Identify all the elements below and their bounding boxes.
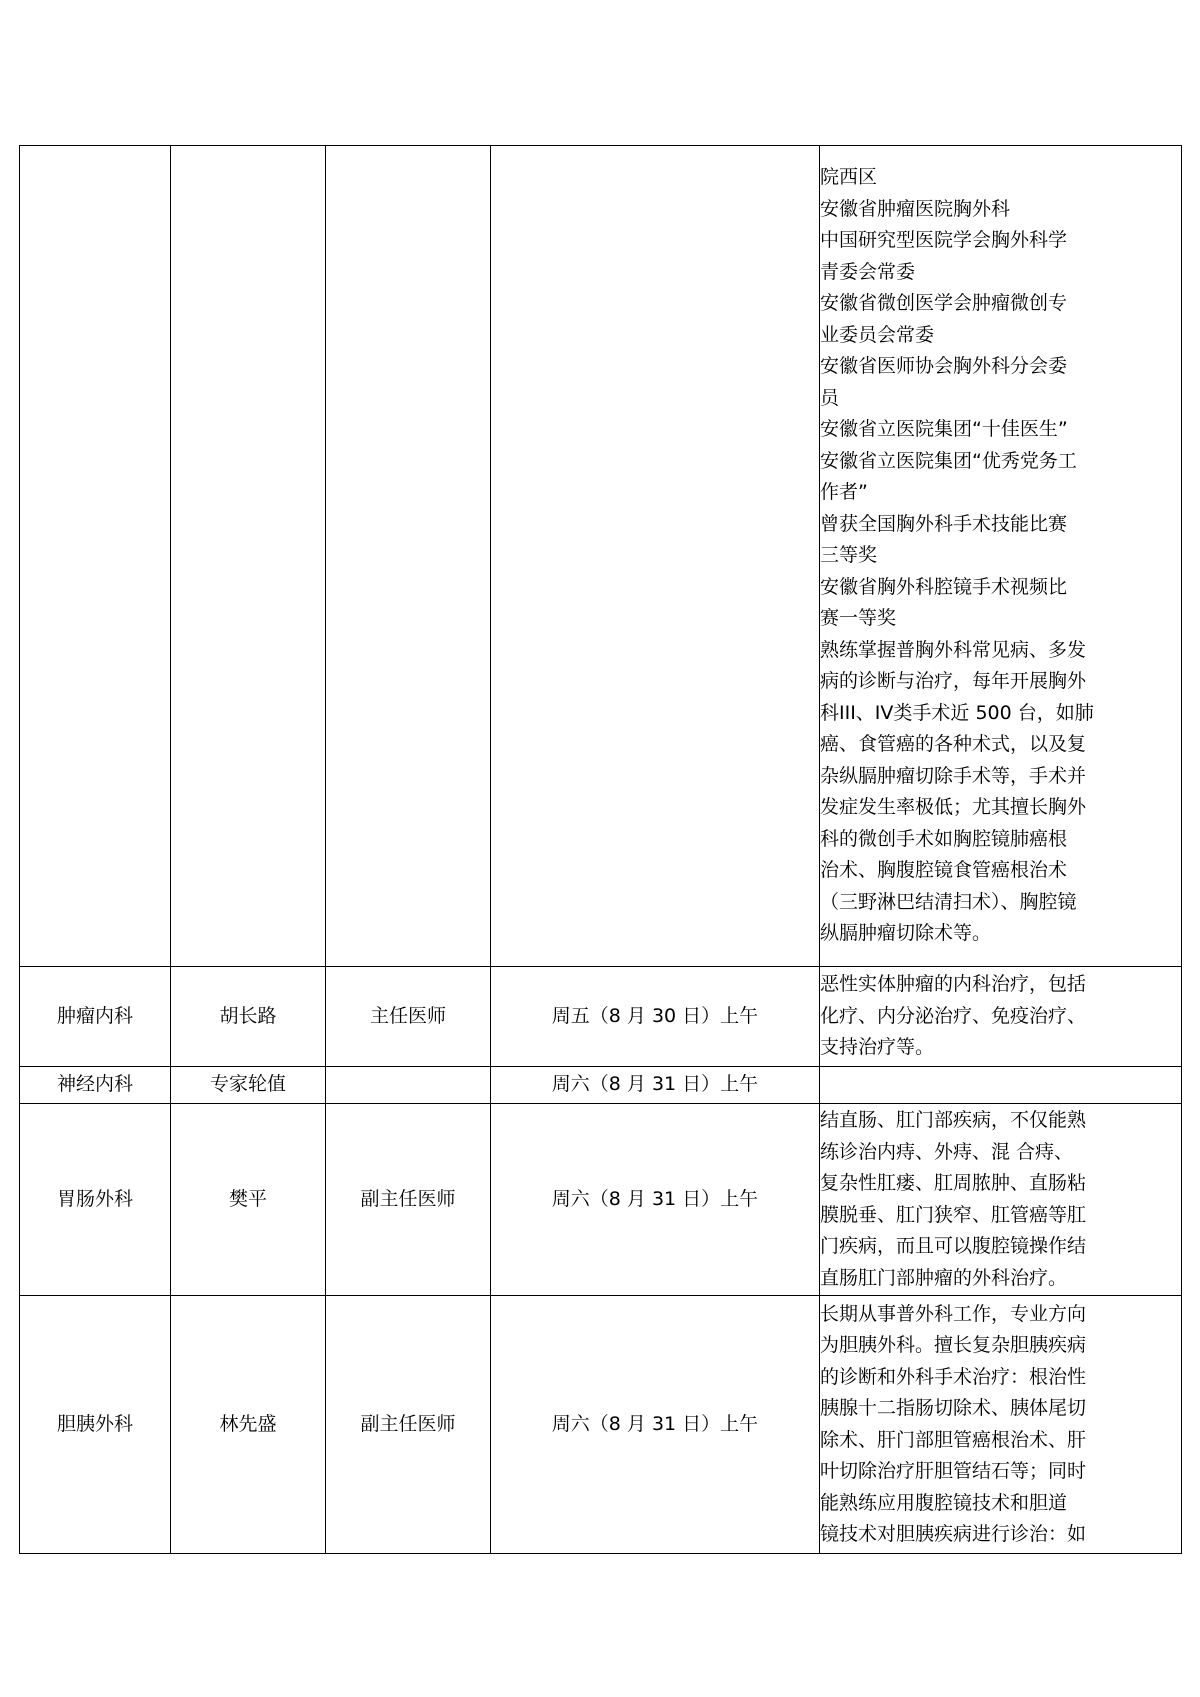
table-row [20, 1067, 1182, 1104]
specialty-line: 安徽省立医院集团“十佳医生” [820, 418, 1068, 441]
department-cell: 神经内科 [20, 1067, 171, 1104]
specialty-line: 安徽省肿瘤医院胸外科 [820, 197, 1011, 220]
specialty-line: 科III、IV类手术近 500 台，如肺 [820, 701, 1094, 724]
specialty-line: 员 [820, 386, 840, 409]
doctor-cell [171, 146, 326, 967]
title-cell: 副主任医师 [326, 1296, 491, 1554]
specialty-cell [820, 1104, 1182, 1296]
specialty-line: 赛一等奖 [820, 607, 897, 630]
department-cell [20, 146, 171, 967]
specialty-line: 熟练掌握普胸外科常见病、多发 [820, 638, 1087, 661]
specialty-line: 安徽省立医院集团“优秀党务工 [820, 449, 1077, 472]
specialty-line: 安徽省微创医学会肿瘤微创专 [820, 292, 1068, 315]
specialty-line: 结直肠、肛门部疾病，不仅能熟 [820, 1109, 1087, 1131]
specialty-line: 除术、肝门部胆管癌根治术、肝 [820, 1428, 1087, 1451]
specialty-line: 业委员会常委 [820, 323, 935, 346]
specialty-line: 杂纵膈肿瘤切除手术等，手术并 [820, 764, 1087, 787]
specialty-line: 为胆胰外科。擅长复杂胆胰疾病 [820, 1334, 1087, 1356]
department-cell: 肿瘤内科 [20, 967, 171, 1067]
title-cell: 主任医师 [326, 967, 491, 1067]
clinic-time-cell: 周五（8 月 30 日）上午 [491, 967, 820, 1067]
specialty-line: 胰腺十二指肠切除术、胰体尾切 [820, 1397, 1087, 1419]
doctor-cell: 樊平 [171, 1104, 326, 1296]
specialty-line: 纵膈肿瘤切除术等。 [820, 922, 992, 945]
doctor-cell: 专家轮值 [171, 1067, 326, 1104]
specialty-line: 院西区 [820, 166, 878, 189]
specialty-line: 练诊治内痔、外痔、混 合痔、 [820, 1140, 1074, 1163]
clinic-time-cell: 周六（8 月 31 日）上午 [491, 1296, 820, 1554]
specialty-line: 作者” [820, 481, 868, 504]
specialty-line: 科的微创手术如胸腔镜肺癌根 [820, 827, 1068, 850]
specialty-line: （三野淋巴结清扫术）、胸腔镜 [820, 890, 1077, 913]
specialty-line: 青委会常委 [820, 260, 916, 283]
doctor-cell: 林先盛 [171, 1296, 326, 1554]
clinic-schedule-table [19, 145, 1182, 1554]
clinic-time-cell [491, 146, 820, 967]
table-row [20, 1296, 1182, 1554]
specialty-line: 的诊断和外科手术治疗：根治性 [820, 1365, 1087, 1388]
specialty-line: 中国研究型医院学会胸外科学 [820, 229, 1068, 252]
specialty-line: 发症发生率极低；尤其擅长胸外 [820, 796, 1087, 819]
specialty-cell [820, 967, 1182, 1067]
specialty-line: 病的诊断与治疗，每年开展胸外 [820, 670, 1087, 693]
specialty-cell [820, 1296, 1182, 1554]
table-row [20, 146, 1182, 967]
specialty-line: 镜技术对胆胰疾病进行诊治：如 [820, 1523, 1087, 1545]
clinic-time-cell: 周六（8 月 31 日）上午 [491, 1104, 820, 1296]
specialty-line: 直肠肛门部肿瘤的外科治疗。 [820, 1266, 1068, 1289]
department-cell: 胆胰外科 [20, 1296, 171, 1554]
title-cell [326, 1067, 491, 1104]
specialty-line: 三等奖 [820, 544, 878, 567]
clinic-time-cell: 周六（8 月 31 日）上午 [491, 1067, 820, 1104]
specialty-cell [820, 1067, 1182, 1104]
specialty-line: 治术、胸腹腔镜食管癌根治术 [820, 859, 1068, 882]
title-cell [326, 146, 491, 967]
specialty-line: 叶切除治疗肝胆管结石等；同时 [820, 1460, 1087, 1482]
specialty-line: 安徽省医师协会胸外科分会委 [820, 355, 1068, 378]
specialty-line: 能熟练应用腹腔镜技术和胆道 [820, 1491, 1068, 1514]
specialty-cell [820, 146, 1182, 967]
doctor-cell: 胡长路 [171, 967, 326, 1067]
department-cell: 胃肠外科 [20, 1104, 171, 1296]
specialty-line: 复杂性肛瘘、肛周脓肿、直肠粘 [820, 1172, 1087, 1194]
table-row [20, 967, 1182, 1067]
table-row [20, 1104, 1182, 1296]
specialty-line: 门疾病，而且可以腹腔镜操作结 [820, 1235, 1087, 1257]
specialty-line: 支持治疗等。 [820, 1036, 935, 1059]
specialty-line: 安徽省胸外科腔镜手术视频比 [820, 575, 1068, 598]
specialty-line: 膜脱垂、肛门狭窄、肛管癌等肛 [820, 1203, 1087, 1226]
specialty-line: 癌、食管癌的各种术式，以及复 [820, 733, 1087, 756]
title-cell: 副主任医师 [326, 1104, 491, 1296]
specialty-line: 曾获全国胸外科手术技能比赛 [820, 512, 1068, 535]
specialty-line: 恶性实体肿瘤的内科治疗，包括 [820, 973, 1087, 996]
specialty-line: 长期从事普外科工作，专业方向 [820, 1302, 1087, 1325]
specialty-line: 化疗、内分泌治疗、免疫治疗、 [820, 1004, 1087, 1027]
